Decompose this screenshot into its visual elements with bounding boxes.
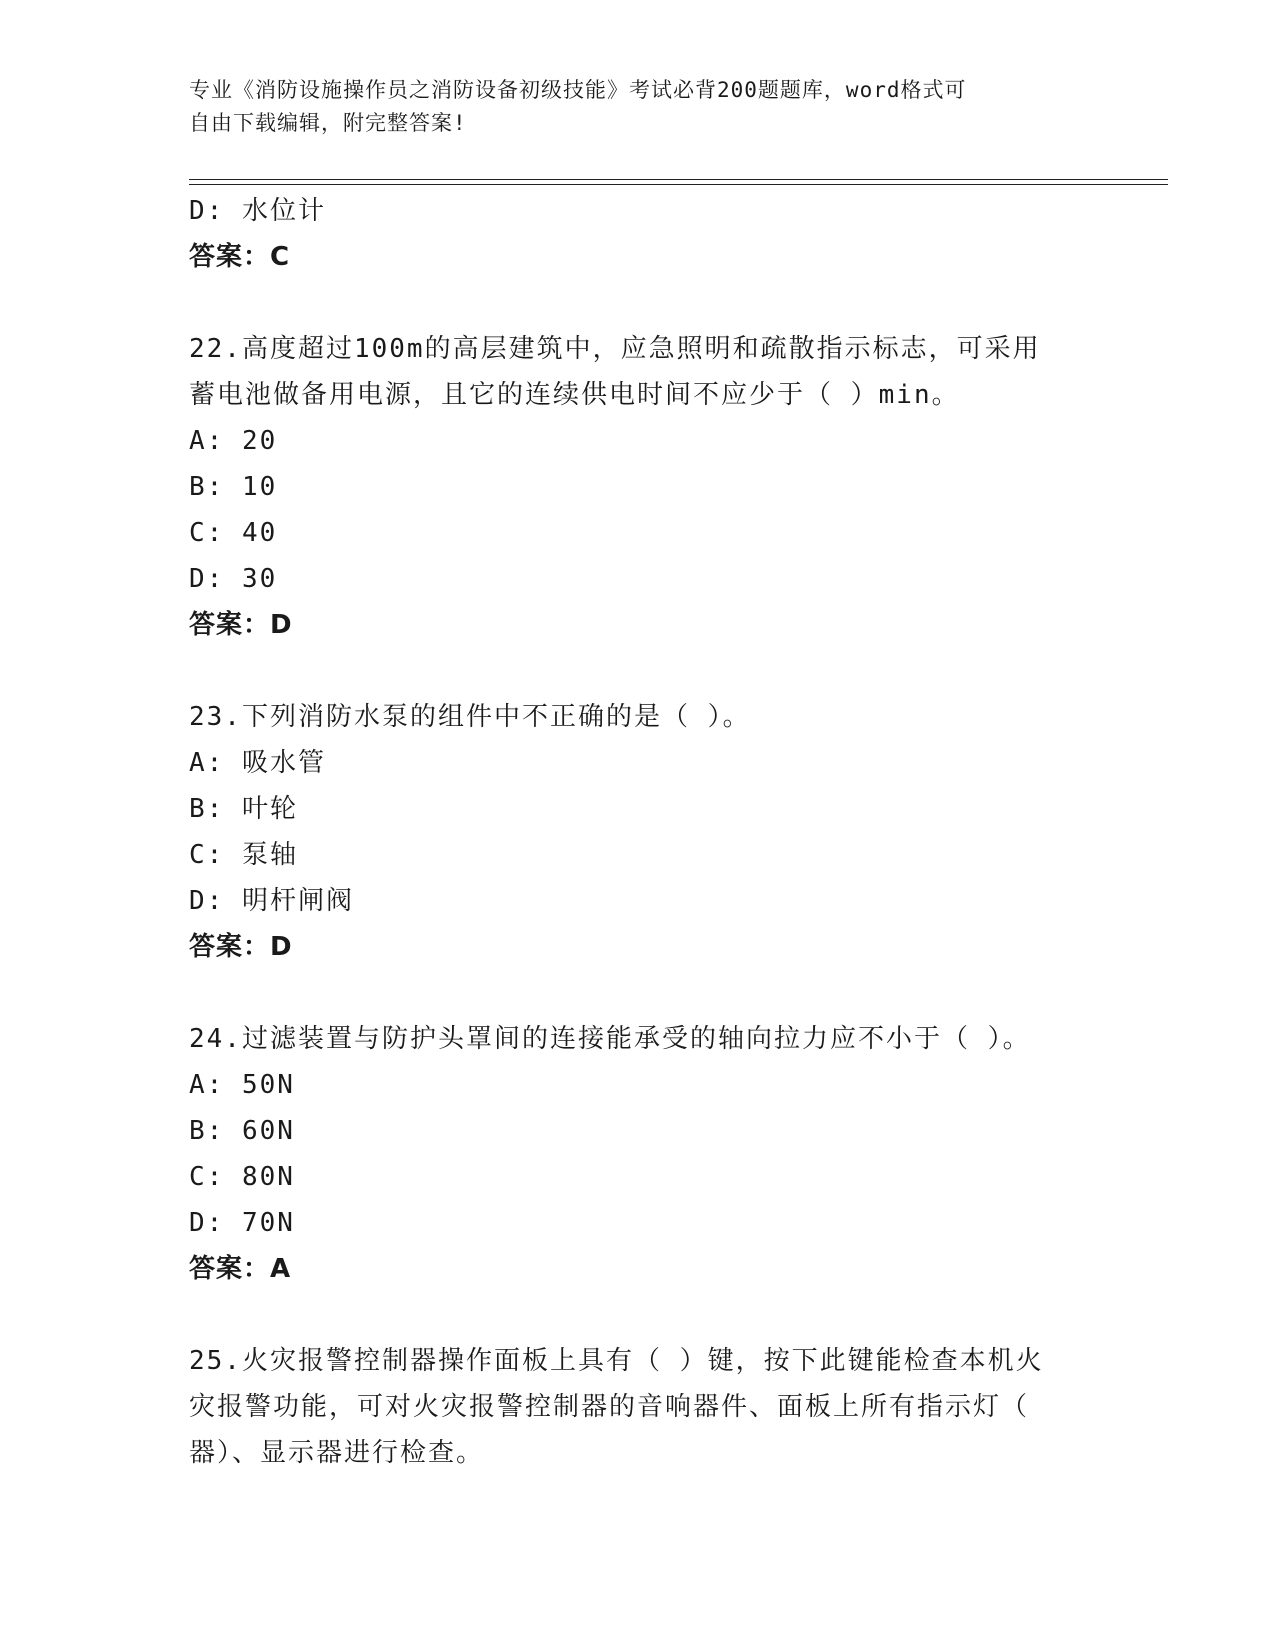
document-header (189, 74, 1089, 140)
question-text: 24.过滤装置与防护头罩间的连接能承受的轴向拉力应不小于（ ）。 (189, 1024, 1031, 1054)
option-c: C: 40 (189, 518, 278, 548)
spacer (189, 648, 1189, 694)
option-c: C: 80N (189, 1162, 295, 1192)
spacer (189, 1292, 1189, 1338)
header-line-2: 自由下载编辑，附完整答案! (189, 111, 467, 135)
answer-label: 答案：C (189, 242, 291, 272)
question-25 (189, 1338, 1189, 1476)
question-text: 灾报警功能，可对火灾报警控制器的音响器件、面板上所有指示灯（ (189, 1392, 1030, 1422)
question-list (189, 188, 1189, 1476)
question-text: 23.下列消防水泵的组件中不正确的是（ ）。 (189, 702, 751, 732)
question-23 (189, 694, 1189, 970)
option-d: D: 70N (189, 1208, 295, 1238)
option-d: D: 30 (189, 564, 278, 594)
answer-label: 答案：A (189, 1254, 292, 1284)
option-b: B: 10 (189, 472, 278, 502)
option-a: A: 50N (189, 1070, 295, 1100)
header-line-1: 专业《消防设施操作员之消防设备初级技能》考试必背200题题库，word格式可 (189, 78, 967, 102)
header-rule-top (189, 179, 1168, 180)
option-c: C: 泵轴 (189, 840, 298, 870)
option-b: B: 60N (189, 1116, 295, 1146)
option-a: A: 吸水管 (189, 748, 326, 778)
answer-label: 答案：D (189, 610, 293, 640)
question-text: 22.高度超过100m的高层建筑中，应急照明和疏散指示标志，可采用 (189, 334, 1041, 364)
spacer (189, 970, 1189, 1016)
option-d: D: 水位计 (189, 196, 326, 226)
question-22 (189, 326, 1189, 648)
option-a: A: 20 (189, 426, 278, 456)
question-text: 蓄电池做备用电源，且它的连续供电时间不应少于（ ）min。 (189, 380, 960, 410)
header-rule-bottom (189, 184, 1168, 185)
answer-label: 答案：D (189, 932, 293, 962)
question-text: 25.火灾报警控制器操作面板上具有（ ）键，按下此键能检查本机火 (189, 1346, 1044, 1376)
option-d: D: 明杆闸阀 (189, 886, 354, 916)
option-b: B: 叶轮 (189, 794, 298, 824)
question-24 (189, 1016, 1189, 1292)
spacer (189, 280, 1189, 326)
question-text: 器）、显示器进行检查。 (189, 1438, 485, 1468)
